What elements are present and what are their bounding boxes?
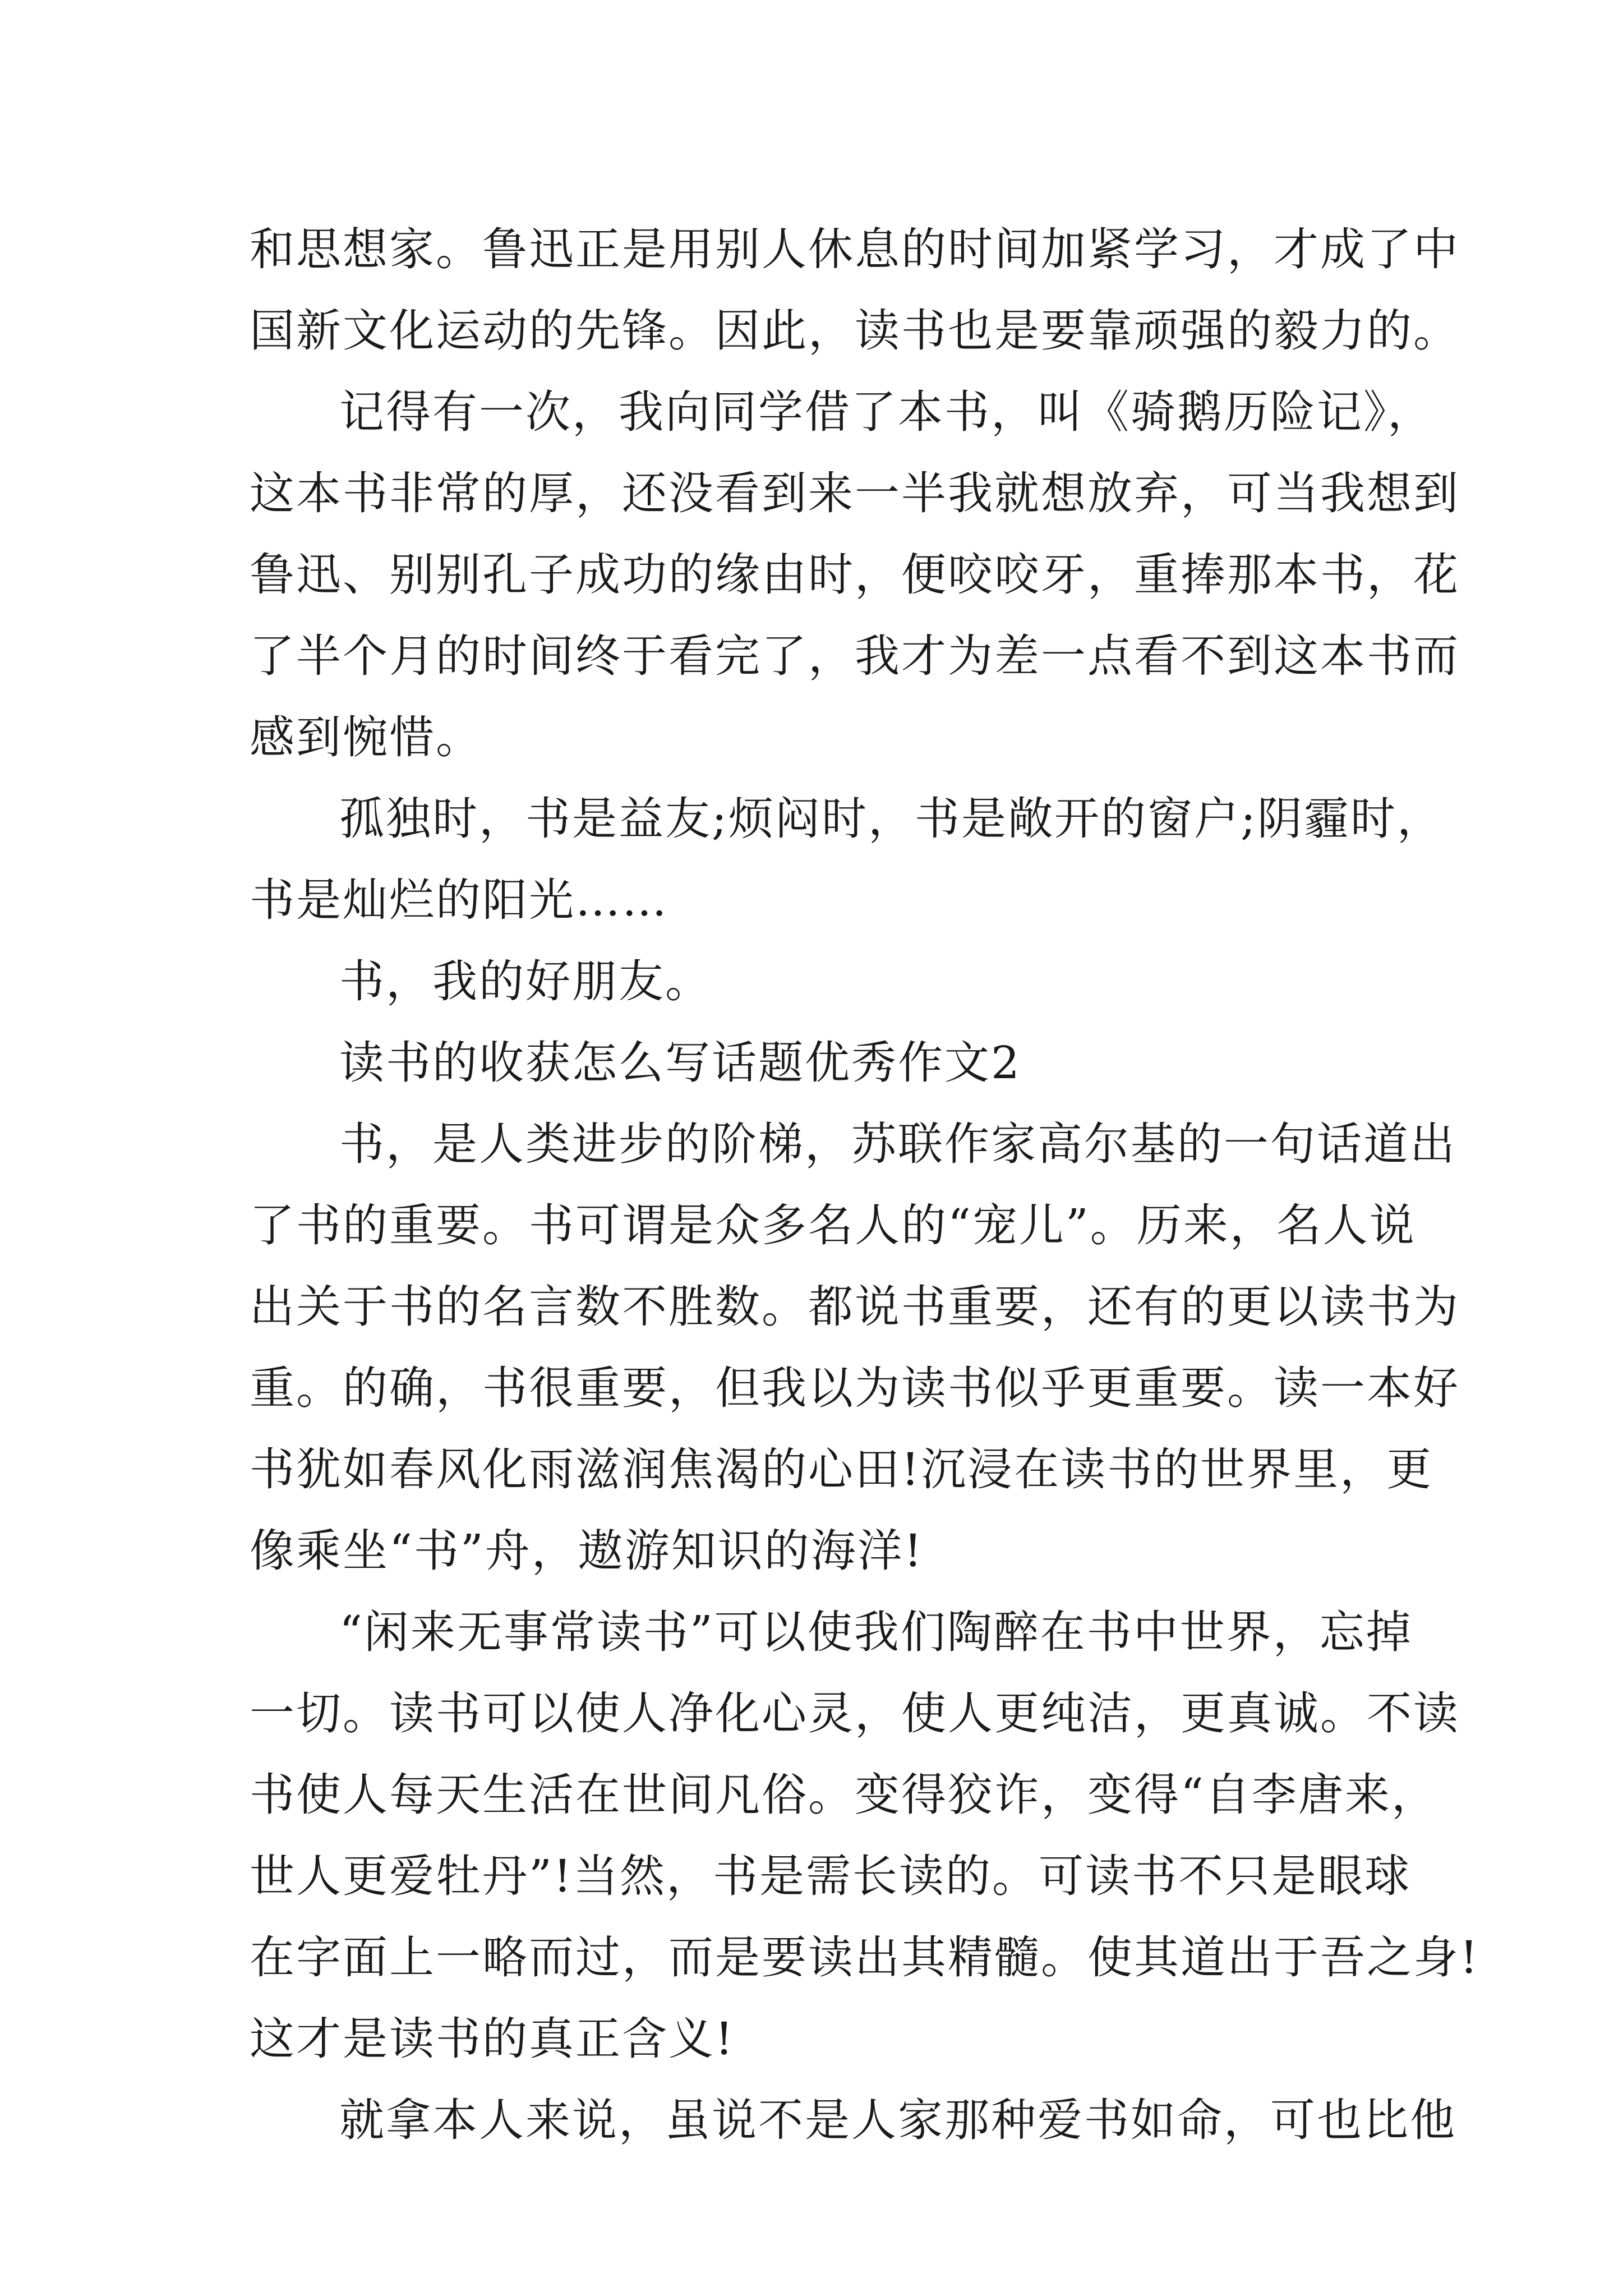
text-line: 世人更爱牡丹”!当然，书是需长读的。可读书不只是眼球 [250, 1850, 1412, 1902]
text-line: 了半个月的时间终于看完了，我才为差一点看不到这本书而 [250, 630, 1460, 682]
text-line: 出关于书的名言数不胜数。都说书重要，还有的更以读书为 [250, 1281, 1460, 1333]
paragraph-start-line: “闲来无事常读书”可以使我们陶醉在书中世界，忘掉 [339, 1606, 1413, 1658]
text-line: 书使人每天生活在世间凡俗。变得狡诈，变得“自李唐来， [250, 1769, 1438, 1821]
text-line: 在字面上一略而过，而是要读出其精髓。使其道出于吾之身! [250, 1931, 1480, 1984]
paragraph-start-line: 孤独时，书是益友;烦闷时，书是敞开的窗户;阴霾时， [339, 793, 1444, 845]
body-text [250, 209, 1480, 2161]
text-line: 感到惋惜。 [250, 711, 482, 763]
text-line: 了书的重要。书可谓是众多名人的“宠儿”。历来，名人说 [250, 1199, 1416, 1251]
paragraph-start-line: 就拿本人来说，虽说不是人家那种爱书如命，可也比他 [339, 2094, 1456, 2146]
text-line: 一切。读书可以使人净化心灵，使人更纯洁，更真诚。不读 [250, 1687, 1460, 1740]
paragraph-start-line: 书，我的好朋友。 [339, 955, 712, 1007]
text-line: 像乘坐“书”舟，遨游知识的海洋! [250, 1525, 924, 1577]
text-line: 和思想家。鲁迅正是用别人休息的时间加紧学习，才成了中 [250, 223, 1460, 275]
text-line: 鲁迅、别别孔子成功的缘由时，便咬咬牙，重捧那本书，花 [250, 549, 1460, 601]
paragraph-start-line: 书，是人类进步的阶梯，苏联作家高尔基的一句话道出 [339, 1118, 1456, 1170]
section-heading: 读书的收获怎么写话题优秀作文2 [339, 1037, 1021, 1089]
text-line: 重。的确，书很重要，但我以为读书似乎更重要。读一本好 [250, 1362, 1460, 1414]
text-line: 这本书非常的厚，还没看到来一半我就想放弃，可当我想到 [250, 467, 1460, 519]
text-line: 国新文化运动的先锋。因此，读书也是要靠顽强的毅力的。 [250, 305, 1460, 357]
text-line: 这才是读书的真正含义! [250, 2013, 735, 2065]
text-line: 书犹如春风化雨滋润焦渴的心田!沉浸在读书的世界里，更 [250, 1443, 1433, 1496]
paragraph-start-line: 记得有一次，我向同学借了本书，叫《骑鹅历险记》， [339, 386, 1434, 438]
text-line: 书是灿烂的阳光…… [250, 874, 668, 926]
